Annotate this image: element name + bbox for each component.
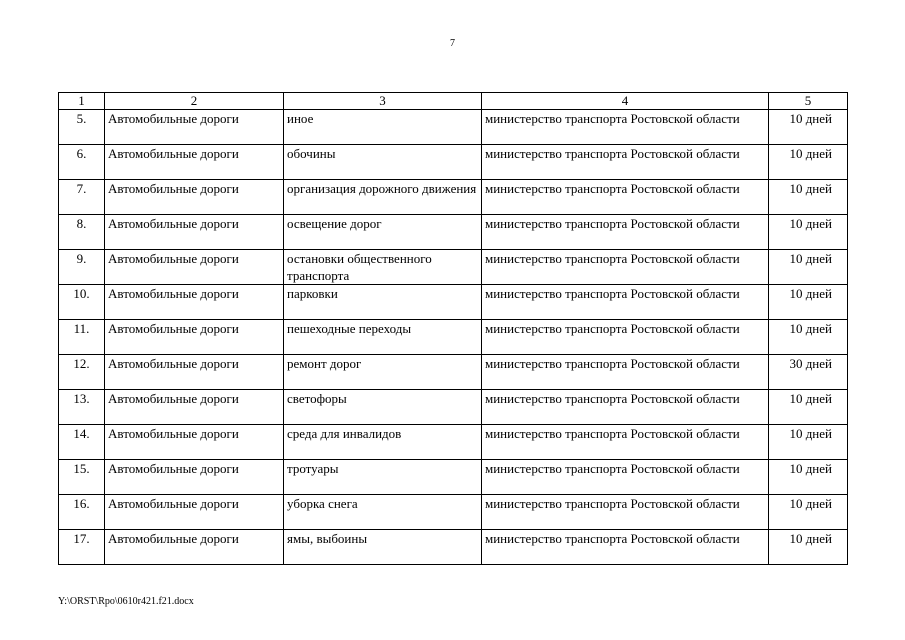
term-cell: 10 дней	[769, 530, 848, 565]
category-cell: Автомобильные дороги	[105, 530, 284, 565]
footer-file-path: Y:\ORST\Rpo\0610r421.f21.docx	[58, 596, 194, 607]
organization-cell: министерство транспорта Ростовской области	[482, 285, 769, 320]
term-cell: 10 дней	[769, 215, 848, 250]
header-col-2: 2	[105, 93, 284, 110]
category-cell: Автомобильные дороги	[105, 180, 284, 215]
category-cell: Автомобильные дороги	[105, 250, 284, 285]
category-cell: Автомобильные дороги	[105, 495, 284, 530]
organization-cell: министерство транспорта Ростовской области	[482, 425, 769, 460]
row-number-cell: 8.	[59, 215, 105, 250]
row-number-cell: 15.	[59, 460, 105, 495]
organization-cell: министерство транспорта Ростовской области	[482, 355, 769, 390]
term-cell: 10 дней	[769, 250, 848, 285]
topic-cell: обочины	[284, 145, 482, 180]
category-cell: Автомобильные дороги	[105, 320, 284, 355]
term-cell: 10 дней	[769, 320, 848, 355]
table-row	[59, 250, 848, 285]
row-number-cell: 16.	[59, 495, 105, 530]
organization-cell: министерство транспорта Ростовской области	[482, 110, 769, 145]
table-row	[59, 285, 848, 320]
organization-cell: министерство транспорта Ростовской области	[482, 495, 769, 530]
row-number-cell: 12.	[59, 355, 105, 390]
organization-cell: министерство транспорта Ростовской области	[482, 320, 769, 355]
organization-cell: министерство транспорта Ростовской области	[482, 460, 769, 495]
row-number-cell: 10.	[59, 285, 105, 320]
term-cell: 10 дней	[769, 460, 848, 495]
term-cell: 10 дней	[769, 285, 848, 320]
term-cell: 10 дней	[769, 425, 848, 460]
term-cell: 10 дней	[769, 180, 848, 215]
page-number: 7	[450, 38, 455, 49]
topic-cell: ремонт дорог	[284, 355, 482, 390]
header-col-5: 5	[769, 93, 848, 110]
table-row	[59, 530, 848, 565]
table-row	[59, 180, 848, 215]
topic-cell: светофоры	[284, 390, 482, 425]
document-table	[58, 92, 848, 565]
table-row	[59, 110, 848, 145]
table-row	[59, 390, 848, 425]
header-col-4: 4	[482, 93, 769, 110]
category-cell: Автомобильные дороги	[105, 460, 284, 495]
topic-cell: среда для инвалидов	[284, 425, 482, 460]
topic-cell: освещение дорог	[284, 215, 482, 250]
header-col-3: 3	[284, 93, 482, 110]
table-row	[59, 320, 848, 355]
topic-cell: парковки	[284, 285, 482, 320]
topic-cell: уборка снега	[284, 495, 482, 530]
organization-cell: министерство транспорта Ростовской области	[482, 215, 769, 250]
table-body	[59, 110, 848, 565]
term-cell: 10 дней	[769, 110, 848, 145]
organization-cell: министерство транспорта Ростовской области	[482, 145, 769, 180]
category-cell: Автомобильные дороги	[105, 425, 284, 460]
organization-cell: министерство транспорта Ростовской области	[482, 390, 769, 425]
topic-cell: иное	[284, 110, 482, 145]
header-col-1: 1	[59, 93, 105, 110]
table-row	[59, 425, 848, 460]
topic-cell: организация дорожного движения	[284, 180, 482, 215]
row-number-cell: 11.	[59, 320, 105, 355]
organization-cell: министерство транспорта Ростовской области	[482, 530, 769, 565]
category-cell: Автомобильные дороги	[105, 355, 284, 390]
table-row	[59, 215, 848, 250]
term-cell: 10 дней	[769, 390, 848, 425]
topic-cell: тротуары	[284, 460, 482, 495]
table-row	[59, 145, 848, 180]
topic-cell: пешеходные переходы	[284, 320, 482, 355]
category-cell: Автомобильные дороги	[105, 390, 284, 425]
organization-cell: министерство транспорта Ростовской области	[482, 250, 769, 285]
row-number-cell: 6.	[59, 145, 105, 180]
category-cell: Автомобильные дороги	[105, 110, 284, 145]
table-row	[59, 460, 848, 495]
row-number-cell: 14.	[59, 425, 105, 460]
category-cell: Автомобильные дороги	[105, 215, 284, 250]
row-number-cell: 17.	[59, 530, 105, 565]
table-row	[59, 355, 848, 390]
term-cell: 10 дней	[769, 495, 848, 530]
table-header-row	[59, 93, 848, 110]
organization-cell: министерство транспорта Ростовской области	[482, 180, 769, 215]
topic-cell: остановки общественного транспорта	[284, 250, 482, 285]
category-cell: Автомобильные дороги	[105, 285, 284, 320]
table-row	[59, 495, 848, 530]
topic-cell: ямы, выбоины	[284, 530, 482, 565]
row-number-cell: 7.	[59, 180, 105, 215]
term-cell: 10 дней	[769, 145, 848, 180]
row-number-cell: 13.	[59, 390, 105, 425]
row-number-cell: 9.	[59, 250, 105, 285]
term-cell: 30 дней	[769, 355, 848, 390]
category-cell: Автомобильные дороги	[105, 145, 284, 180]
row-number-cell: 5.	[59, 110, 105, 145]
